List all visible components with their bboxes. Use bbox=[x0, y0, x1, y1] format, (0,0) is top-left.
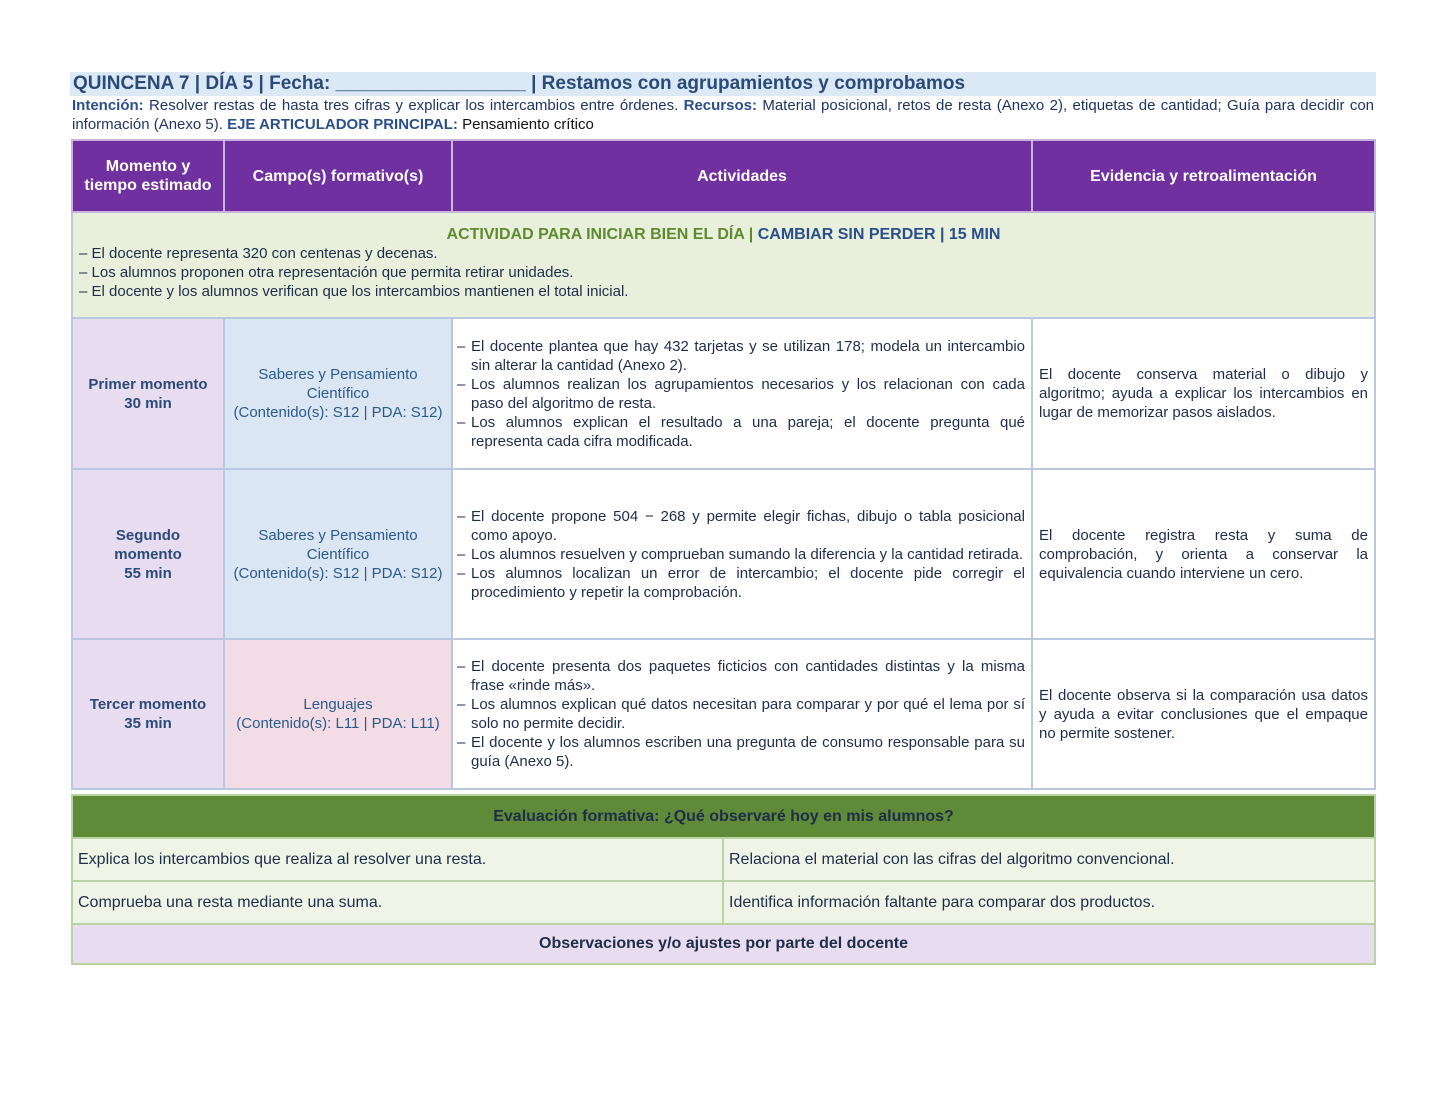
activity-item: – El docente presenta dos paquetes ficticios con cantidades distintas y la misma frase «rinde más». bbox=[457, 658, 1025, 694]
activity-item: – El docente plantea que hay 432 tarjetas y se utilizan 178; modela un intercambio sin alterar la cantidad (Anexo 2). bbox=[457, 337, 1025, 374]
campo-name: Saberes y Pensamiento Científico bbox=[258, 366, 418, 402]
activities-cell bbox=[452, 318, 1032, 469]
header-moment: Momento y tiempo estimado bbox=[72, 140, 224, 212]
evidence-cell: El docente registra resta y suma de comprobación, y orienta a conservar la equivalencia cuando interviene un cero. bbox=[1032, 469, 1375, 639]
activity-item: – El docente propone 504 − 268 y permite elegir fichas, dibujo o tabla posicional como apoyo. bbox=[457, 507, 1025, 544]
activity-item: – Los alumnos explican qué datos necesitan para comparar y por qué el lema por sí solo no permite decidir. bbox=[457, 696, 1025, 732]
activities-cell bbox=[452, 469, 1032, 639]
moment-time: 55 min bbox=[124, 564, 172, 582]
intent-text: Resolver restas de hasta tres cifras y explicar los intercambios entre órdenes. bbox=[149, 97, 679, 114]
campo-cell bbox=[224, 318, 452, 469]
moment-cell bbox=[72, 318, 224, 469]
campo-name: Lenguajes bbox=[303, 696, 373, 713]
activity-item: – Los alumnos localizan un error de intercambio; el docente pide corregir el procedimiento y repetir la comprobación. bbox=[457, 564, 1025, 601]
start-activity-line: – Los alumnos proponen otra representación que permita retirar unidades. bbox=[79, 264, 574, 281]
moment-name: Primer momento bbox=[88, 375, 208, 393]
start-activity-row bbox=[72, 212, 1375, 318]
moment-time: 30 min bbox=[124, 394, 172, 412]
moment-time: 35 min bbox=[124, 715, 172, 732]
evaluation-item: Comprueba una resta mediante una suma. bbox=[72, 881, 723, 924]
page-title: QUINCENA 7 | DÍA 5 | Fecha: __________________ | Restamos con agrupamientos y comprobamos bbox=[70, 72, 1376, 96]
start-activity-line: – El docente representa 320 con centenas y decenas. bbox=[79, 245, 438, 262]
evidence-cell: El docente conserva material o dibujo y algoritmo; ayuda a explicar los intercambios en lugar de memorizar pasos aislados. bbox=[1032, 318, 1375, 469]
eje-value: Pensamiento crítico bbox=[462, 116, 594, 133]
evaluation-row bbox=[72, 838, 1375, 881]
start-activity-cell bbox=[72, 212, 1375, 318]
moment-cell bbox=[72, 469, 224, 639]
intent-label: Intención: bbox=[72, 97, 144, 114]
activity-item: – Los alumnos resuelven y comprueban sumando la diferencia y la cantidad retirada. bbox=[457, 545, 1023, 563]
header-campo: Campo(s) formativo(s) bbox=[224, 140, 452, 212]
moment-row-2 bbox=[72, 469, 1375, 639]
evidence-cell: El docente observa si la comparación usa datos y ayuda a evitar conclusiones que el empaque no permite sostener. bbox=[1032, 639, 1375, 789]
resources-text: Material posicional, retos de resta (Anexo 2), etiquetas de cantidad; Guía para decidir con información (Anexo 5). bbox=[72, 97, 1375, 133]
eje-label: EJE ARTICULADOR PRINCIPAL: bbox=[227, 116, 458, 133]
resources-label: Recursos: bbox=[683, 97, 757, 114]
evaluation-table bbox=[71, 794, 1376, 965]
activity-item: – El docente y los alumnos escriben una pregunta de consumo responsable para su guía (Anexo 5). bbox=[457, 734, 1025, 770]
header-activities: Actividades bbox=[452, 140, 1032, 212]
observations-row bbox=[72, 924, 1375, 964]
campo-name: Saberes y Pensamiento Científico bbox=[258, 526, 418, 563]
campo-cell bbox=[224, 639, 452, 789]
campo-cell bbox=[224, 469, 452, 639]
intent-paragraph bbox=[72, 96, 1374, 134]
activities-table bbox=[71, 139, 1376, 790]
evaluation-item: Identifica información faltante para comparar dos productos. bbox=[723, 881, 1375, 924]
evaluation-row bbox=[72, 881, 1375, 924]
moment-name: Tercer momento bbox=[89, 696, 207, 713]
start-activity-line: – El docente y los alumnos verifican que los intercambios mantienen el total inicial. bbox=[79, 283, 629, 300]
start-activity-title-green: ACTIVIDAD PARA INICIAR BIEN EL DÍA | bbox=[446, 226, 754, 243]
evaluation-item: Relaciona el material con las cifras del algoritmo convencional. bbox=[723, 838, 1375, 881]
start-activity-title bbox=[79, 225, 1368, 244]
activity-item: – Los alumnos explican el resultado a una pareja; el docente pregunta qué representa cada cifra modificada. bbox=[457, 413, 1025, 450]
moment-row-3 bbox=[72, 639, 1375, 789]
moment-cell bbox=[72, 639, 224, 789]
moment-name: Segundo momento bbox=[114, 526, 182, 563]
evaluation-header-row bbox=[72, 795, 1375, 838]
moment-row-1 bbox=[72, 318, 1375, 469]
campo-contenido: (Contenido(s): L11 | PDA: L11) bbox=[236, 715, 440, 732]
evaluation-title: Evaluación formativa: ¿Qué observaré hoy en mis alumnos? bbox=[72, 795, 1375, 838]
observations-label: Observaciones y/o ajustes por parte del docente bbox=[72, 924, 1375, 964]
campo-contenido: (Contenido(s): S12 | PDA: S12) bbox=[233, 404, 443, 421]
table-header-row bbox=[72, 140, 1375, 212]
header-evidence: Evidencia y retroalimentación bbox=[1032, 140, 1375, 212]
evaluation-item: Explica los intercambios que realiza al resolver una resta. bbox=[72, 838, 723, 881]
activity-item: – Los alumnos realizan los agrupamientos necesarios y los relacionan con cada paso del algoritmo de resta. bbox=[457, 375, 1025, 412]
campo-contenido: (Contenido(s): S12 | PDA: S12) bbox=[233, 564, 443, 582]
start-activity-title-blue: CAMBIAR SIN PERDER | 15 MIN bbox=[757, 226, 1001, 243]
activities-cell bbox=[452, 639, 1032, 789]
